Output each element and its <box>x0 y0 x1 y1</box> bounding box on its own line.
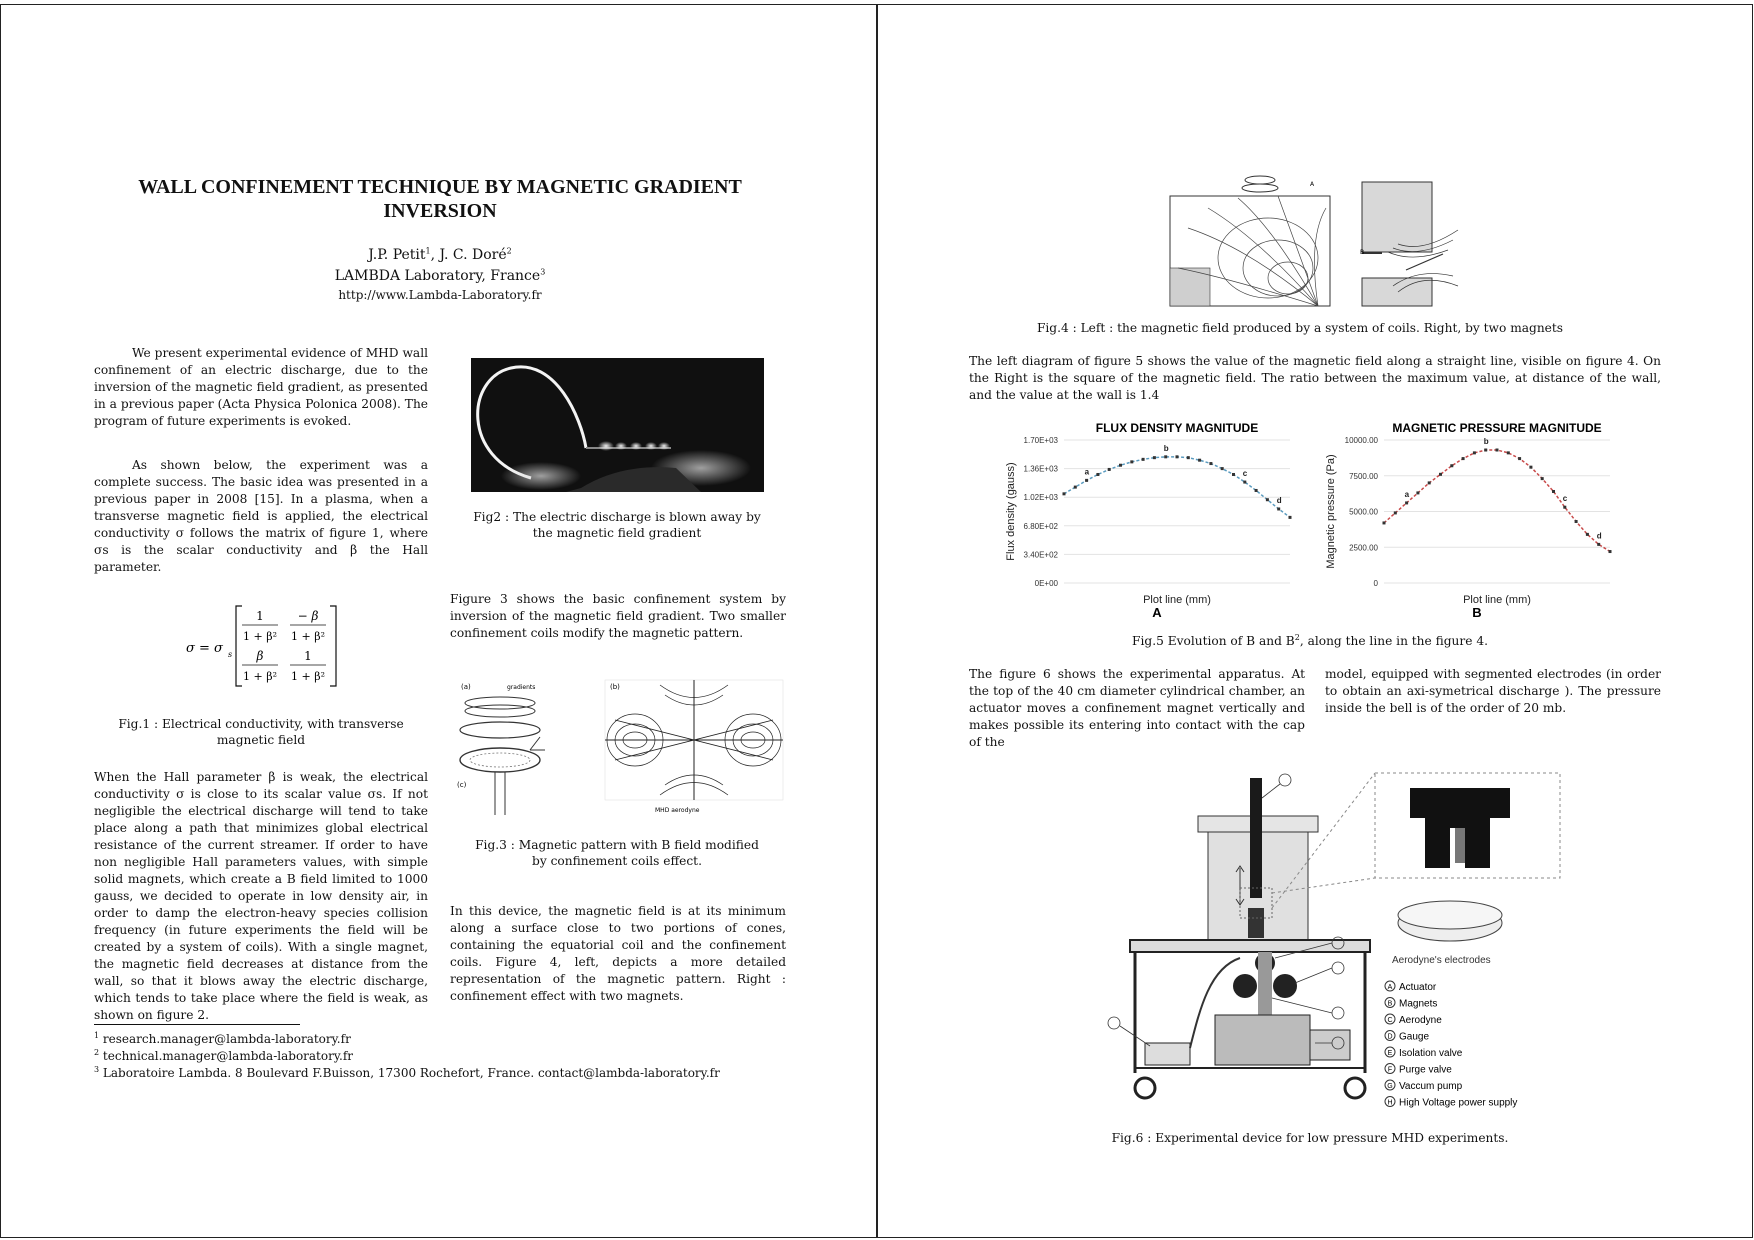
fig4-label-a: A <box>1310 181 1315 188</box>
point-label: b <box>1483 437 1489 447</box>
data-point <box>1187 456 1190 459</box>
chart-title: FLUX DENSITY MAGNITUDE <box>1095 421 1259 435</box>
legend-label: High Voltage power supply <box>1399 1097 1518 1109</box>
data-point <box>1405 501 1408 504</box>
y-tick-label: 0 <box>1373 579 1378 588</box>
fig4-label-b: B <box>1360 249 1365 256</box>
data-point <box>1085 479 1088 482</box>
legend-letter: G <box>1387 1083 1393 1090</box>
fig4-field-diagrams <box>1168 168 1468 308</box>
chart-title: MAGNETIC PRESSURE MAGNITUDE <box>1392 421 1602 435</box>
data-point <box>1232 473 1235 476</box>
y-tick-label: 6.80E+02 <box>1023 521 1058 531</box>
author-sup-1: 1 <box>425 246 431 256</box>
y-axis-label: Flux density (gauss) <box>1005 462 1017 561</box>
data-point <box>1586 533 1589 536</box>
right-paragraph-1: The left diagram of figure 5 shows the value of the magnetic field along a straight line, visible on figure 4. On the Right is the square of the magnetic field. The ratio between the maximum value, at distance of the wall, and the value at the wall is 1.4 <box>969 354 1661 402</box>
fig1-caption: Fig.1 : Electrical conductivity, with transverse magnetic field <box>118 717 404 747</box>
data-point <box>1439 473 1442 476</box>
data-point <box>1518 457 1521 460</box>
data-point <box>1507 451 1510 454</box>
right-paragraph-2-col1: The figure 6 shows the experimental apparatus. At the top of the 40 cm diameter cylindrical chamber, an actuator moves a confinement magnet vertically and makes possible its entering into contact with the cap of the <box>969 667 1305 749</box>
y-tick-label: 1.02E+03 <box>1023 493 1058 503</box>
m22-den: 1 + β² <box>291 670 325 683</box>
point-label: d <box>1596 531 1602 541</box>
data-point <box>1108 468 1111 471</box>
legend-letter: A <box>1387 984 1393 991</box>
data-point <box>1063 492 1066 495</box>
x-axis-label: Plot line (mm) <box>1143 594 1211 606</box>
point-label: a <box>1404 489 1410 499</box>
legend-letter: D <box>1387 1033 1393 1041</box>
panel-label: B <box>1472 605 1482 618</box>
m11-den: 1 + β² <box>243 630 277 643</box>
title-line-1: WALL CONFINEMENT TECHNIQUE BY MAGNETIC GRADIENT <box>138 176 742 198</box>
x-axis-label: Plot line (mm) <box>1463 594 1531 606</box>
paragraph-2: As shown below, the experiment was a complete success. The basic idea was presented in a previous paper in 2008 [15]. In a plasma, when a transverse magnetic field is applied, the electrical conductivity σ follows the matrix of figure 1, where σs is the scalar conductivity and β the Hall parameter. <box>94 458 428 574</box>
right-paragraph-2-col2: model, equipped with segmented electrodes (in order to obtain an axi-symetrical discharge ). The pressure inside the bell is of the order of 20 mb. <box>1325 667 1661 715</box>
data-point <box>1597 543 1600 546</box>
data-point <box>1496 449 1499 452</box>
data-point <box>1484 449 1487 452</box>
fig5-caption-pre: Fig.5 Evolution of B and B <box>1132 634 1295 648</box>
footnote-1-num: 1 <box>94 1031 100 1040</box>
fig6-apparatus <box>1100 768 1640 1118</box>
data-point <box>1074 486 1077 489</box>
author-name-1: J.P. Petit <box>368 247 426 263</box>
data-point <box>1450 464 1453 467</box>
y-tick-label: 3.40E+02 <box>1023 550 1058 560</box>
legend-label: Magnets <box>1399 998 1438 1010</box>
footnote-1-text[interactable]: research.manager@lambda-laboratory.fr <box>102 1032 351 1046</box>
affiliation-text: LAMBDA Laboratory, France <box>334 268 541 284</box>
legend-label: Actuator <box>1399 982 1437 993</box>
legend-label: Vaccum pump <box>1399 1081 1463 1092</box>
conductivity-matrix-formula <box>160 600 360 692</box>
abstract-paragraph: We present experimental evidence of MHD wall confinement of an electric discharge, due to the inversion of the magnetic field gradient, as presented in a previous paper (Acta Physica Polonica 2008). The program of future experiments is evoked. <box>94 346 428 428</box>
website-link[interactable]: http://www.Lambda-Laboratory.fr <box>338 288 542 302</box>
m11-num: 1 <box>256 609 264 623</box>
y-tick-label: 1.70E+03 <box>1023 436 1058 445</box>
title-line-2: INVERSION <box>383 200 497 222</box>
y-tick-label: 10000.00 <box>1344 436 1378 445</box>
author-name-2: , J. C. Doré <box>430 247 507 263</box>
series-line <box>1064 457 1290 518</box>
data-point <box>1255 489 1258 492</box>
data-point <box>1243 481 1246 484</box>
fig5-caption <box>1080 633 1540 649</box>
paragraph-3: When the Hall parameter β is weak, the electrical conductivity σ is close to its scalar value σs. If not negligible the electrical discharge will tend to take place along a path that minimizes global electrical resistance of the current streamer. If order to have non negligible Hall parameters values, with simple solid magnets, which create a B field limited to 1000 gauss, we decided to operate in low density air, in order to damp the electron-heavy species collision frequency (in future experiments the field will be created by a system of coils). With a single magnet, the magnetic field decreases at distance from the wall, so that it blows away the electric discharge, which tends to take place where the field is weak, as shown on figure 2. <box>94 770 428 1022</box>
data-point <box>1209 462 1212 465</box>
y-tick-label: 2500.00 <box>1349 543 1378 553</box>
fig3-label-aerodyne: MHD aerodyne <box>655 807 700 814</box>
y-axis-label: Magnetic pressure (Pa) <box>1325 454 1337 569</box>
legend-letter: H <box>1387 1099 1393 1107</box>
fig6-electrodes-label: Aerodyne's electrodes <box>1392 955 1491 966</box>
footnote-3-text: Laboratoire Lambda. 8 Boulevard F.Buisson, 17300 Rochefort, France. contact@lambda-laboratory.fr <box>102 1066 720 1080</box>
data-point <box>1198 459 1201 462</box>
authors <box>240 245 640 265</box>
data-point <box>1529 466 1532 469</box>
paper-title <box>90 175 790 223</box>
footnote-3 <box>94 1065 814 1081</box>
m21-den: 1 + β² <box>243 670 277 683</box>
affiliation <box>240 266 640 286</box>
y-tick-label: 0E+00 <box>1034 579 1058 588</box>
data-point <box>1383 521 1386 524</box>
chart-flux-density <box>1000 418 1300 618</box>
formula-subscript: s <box>228 650 233 659</box>
data-point <box>1428 481 1431 484</box>
data-point <box>1609 550 1612 553</box>
paragraph-4: Figure 3 shows the basic confinement system by inversion of the magnetic field gradient. Two smaller confinement coils modify the magnetic pattern. <box>450 592 786 640</box>
fig3-label-b: (b) <box>610 683 620 691</box>
data-point <box>1153 456 1156 459</box>
data-point <box>1130 460 1133 463</box>
affiliation-sup: 3 <box>540 267 546 277</box>
m21-num: β <box>256 649 264 663</box>
m22-num: 1 <box>304 649 312 663</box>
legend-letter: C <box>1387 1017 1393 1024</box>
data-point <box>1289 516 1292 519</box>
fig4-caption: Fig.4 : Left : the magnetic field produced by a system of coils. Right, by two magnets <box>1036 321 1564 335</box>
data-point <box>1462 457 1465 460</box>
fig3-magnetic-pattern <box>455 675 785 820</box>
y-tick-label: 5000.00 <box>1349 507 1378 517</box>
fig2-discharge-photo <box>471 358 764 492</box>
panel-label: A <box>1152 605 1162 618</box>
data-point <box>1176 455 1179 458</box>
data-point <box>1563 506 1566 509</box>
formula-lhs: σ = σ <box>186 641 223 656</box>
data-point <box>1473 451 1476 454</box>
legend-letter: F <box>1387 1066 1393 1074</box>
m12-num: − β <box>297 609 319 623</box>
y-tick-label: 7500.00 <box>1349 471 1378 481</box>
data-point <box>1416 491 1419 494</box>
fig3-label-c: (c) <box>457 781 467 789</box>
legend-letter: E <box>1387 1050 1393 1057</box>
legend-label: Aerodyne <box>1399 1015 1442 1026</box>
footnote-2-num: 2 <box>94 1048 100 1057</box>
fig3-label-a: (a) <box>461 683 471 691</box>
point-label: a <box>1084 467 1090 477</box>
footnote-2-text[interactable]: technical.manager@lambda-laboratory.fr <box>102 1049 354 1063</box>
y-tick-label: 1.36E+03 <box>1023 464 1058 474</box>
m12-den: 1 + β² <box>291 630 325 643</box>
footnote-rule <box>94 1024 300 1025</box>
data-point <box>1394 511 1397 514</box>
point-label: b <box>1163 443 1169 453</box>
data-point <box>1142 458 1145 461</box>
data-point <box>1164 455 1167 458</box>
footnote-3-num: 3 <box>94 1065 100 1074</box>
fig3-caption: Fig.3 : Magnetic pattern with B field modified by confinement coils effect. <box>475 838 759 868</box>
fig5-caption-post: , along the line in the figure 4. <box>1299 634 1488 648</box>
legend-label: Isolation valve <box>1399 1048 1463 1059</box>
data-point <box>1096 473 1099 476</box>
fig5-caption-sup: 2 <box>1294 632 1300 642</box>
point-label: c <box>1242 469 1248 479</box>
chart-magnetic-pressure <box>1320 418 1620 618</box>
data-point <box>1221 467 1224 470</box>
data-point <box>1266 498 1269 501</box>
fig3-label-gradients: gradients <box>507 684 536 691</box>
legend-label: Purge valve <box>1399 1064 1452 1076</box>
fig6-caption: Fig.6 : Experimental device for low pressure MHD experiments. <box>1111 1131 1509 1145</box>
footnote-2 <box>94 1048 794 1064</box>
point-label: d <box>1276 495 1282 505</box>
footnote-1 <box>94 1031 794 1047</box>
data-point <box>1552 490 1555 493</box>
data-point <box>1119 464 1122 467</box>
point-label: c <box>1562 494 1568 504</box>
data-point <box>1575 520 1578 523</box>
legend-letter: B <box>1387 1000 1393 1008</box>
data-point <box>1277 507 1280 510</box>
data-point <box>1541 477 1544 480</box>
author-sup-2: 2 <box>506 246 512 256</box>
paragraph-5: In this device, the magnetic field is at its minimum along a surface close to two portions of cones, containing the equatorial coil and the confinement coils. Figure 4, left, depicts a more detailed representation of the magnetic pattern. Right : confinement effect with two magnets. <box>450 904 786 1003</box>
series-line <box>1384 450 1610 552</box>
fig2-caption: Fig2 : The electric discharge is blown away by the magnetic field gradient <box>473 510 761 540</box>
fig6-legend <box>1385 981 1517 1109</box>
legend-label: Gauge <box>1399 1031 1430 1043</box>
